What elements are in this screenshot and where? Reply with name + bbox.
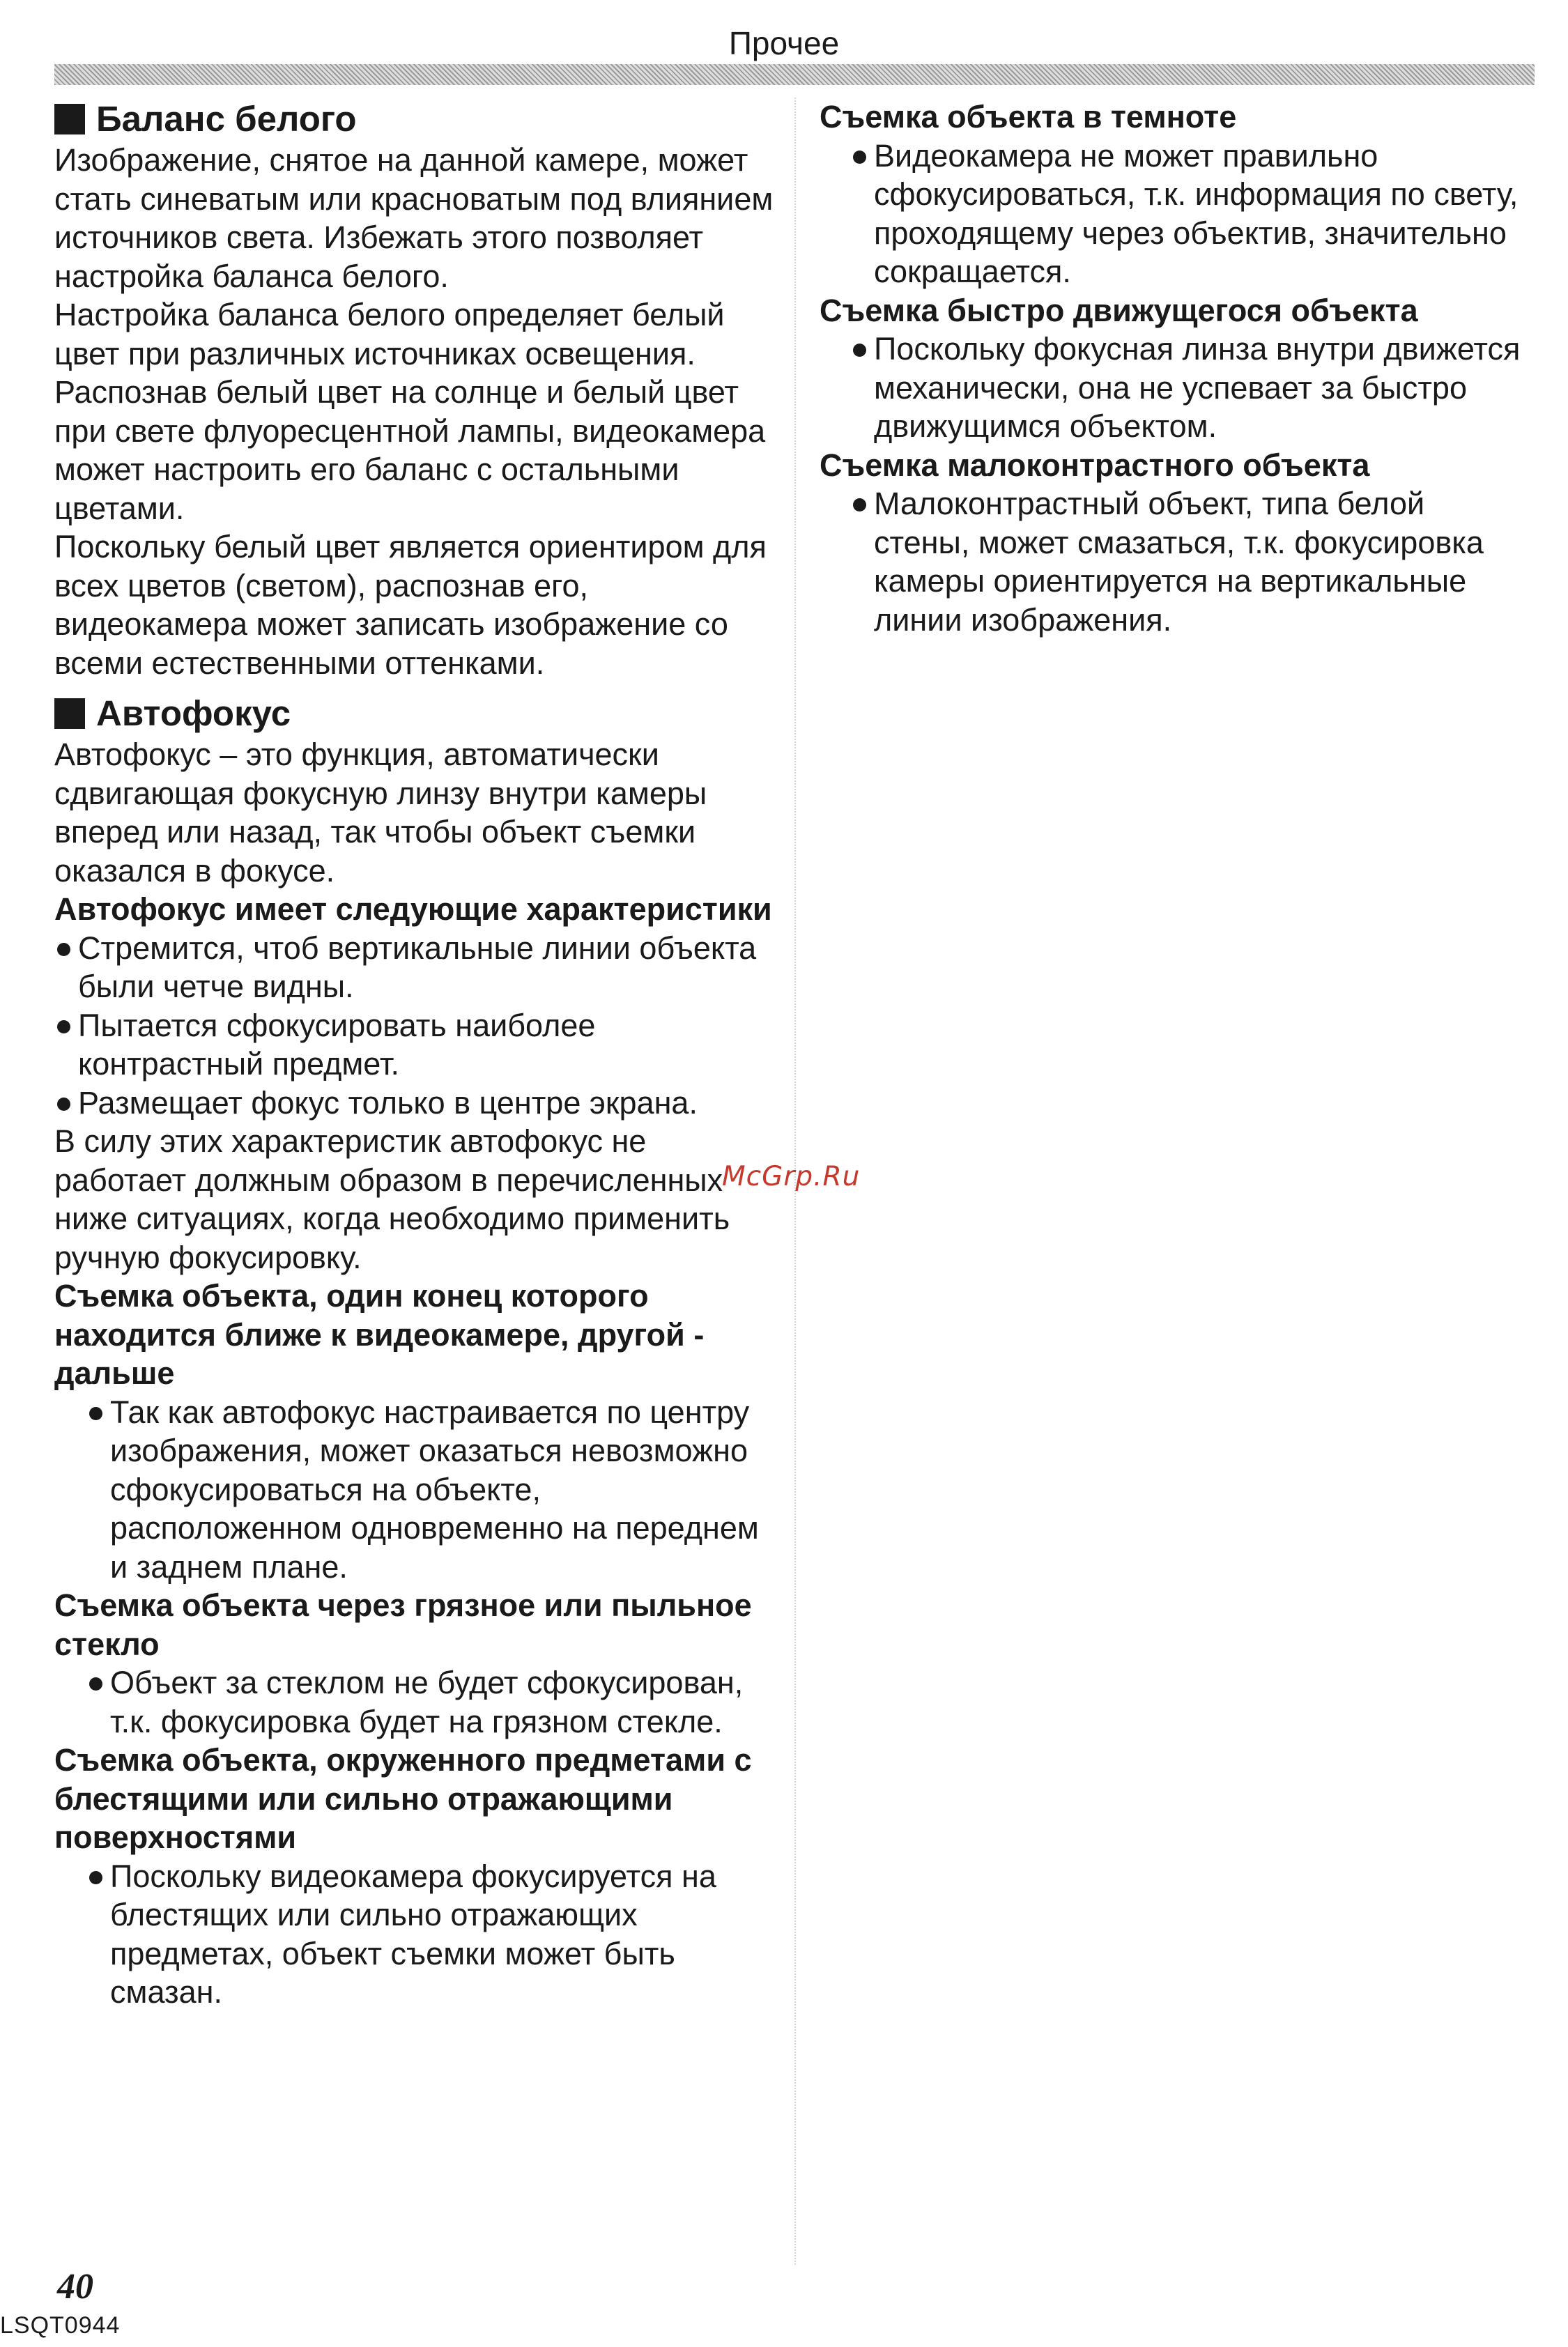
document-code: LSQT0944: [0, 2312, 121, 2339]
case-detail-list: [820, 484, 1523, 639]
watermark-text: McGrp.Ru: [722, 1161, 861, 1192]
case-detail-list: [54, 1393, 779, 1587]
list-item: Размещает фокус только в центре экрана.: [54, 1084, 779, 1123]
square-marker-icon: [54, 698, 85, 729]
white-balance-paragraph: Поскольку белый цвет является ориентиром для всех цветов (светом), распознав его, видеокамера может записать изображение со всеми естественными оттенками.: [54, 529, 767, 681]
case-title: Съемка объекта через грязное или пыльное стекло: [54, 1587, 752, 1662]
autofocus-features-list: [54, 929, 779, 1123]
section-heading-text: Баланс белого: [96, 99, 357, 139]
case-title: Съемка малоконтрастного объекта: [820, 447, 1370, 483]
case-title: Съемка объекта, окруженного предметами с блестящими или сильно отражающими поверхностями: [54, 1742, 752, 1855]
page-number: 40: [57, 2267, 93, 2307]
section-heading-white-balance: [54, 98, 779, 141]
right-column: [820, 98, 1523, 639]
section-heading-autofocus: [54, 692, 779, 735]
list-item: Поскольку фокусная линза внутри движется механически, она не успевает за быстро движущимся объектом.: [850, 330, 1523, 446]
list-item: Видеокамера не может правильно сфокусироваться, т.к. информация по свету, проходящему через объектив, значительно сокращается.: [850, 137, 1523, 291]
case-title: Съемка объекта, один конец которого находится ближе к видеокамере, другой - дальше: [54, 1278, 705, 1391]
list-item: Пытается сфокусировать наиболее контрастный предмет.: [54, 1006, 779, 1084]
list-item: Поскольку видеокамера фокусируется на блестящих или сильно отражающих предметах, объект съемки может быть смазан.: [86, 1857, 779, 2012]
autofocus-intro: Автофокус – это функция, автоматически сдвигающая фокусную линзу внутри камеры вперед или назад, так чтобы объект съемки оказался в фокусе.: [54, 737, 707, 888]
case-title: Съемка быстро движущегося объекта: [820, 292, 1418, 328]
left-column: [54, 98, 779, 2012]
list-item: Объект за стеклом не будет сфокусирован, т.к. фокусировка будет на грязном стекле.: [86, 1663, 779, 1741]
autofocus-limitation-text: В силу этих характеристик автофокус не работает должным образом в перечисленных ниже ситуациях, когда необходимо применить ручную фокусировку.: [54, 1123, 730, 1275]
page-header-title: Прочее: [728, 25, 840, 61]
square-marker-icon: [54, 104, 85, 134]
case-detail-list: [820, 137, 1523, 291]
header-band: [54, 64, 1535, 85]
autofocus-features-heading: Автофокус имеет следующие характеристики: [54, 891, 772, 927]
case-detail-list: [54, 1663, 779, 1741]
white-balance-paragraph: Настройка баланса белого определяет белый цвет при различных источниках освещения. Распознав белый цвет на солнце и белый цвет при свете флуоресцентной лампы, видеокамера может настроить его баланс с остальными цветами.: [54, 297, 766, 526]
case-detail-list: [820, 330, 1523, 446]
list-item: Малоконтрастный объект, типа белой стены, может смазаться, т.к. фокусировка камеры ориентируется на вертикальные линии изображения.: [850, 484, 1523, 639]
case-detail-list: [54, 1857, 779, 2012]
list-item: Стремится, чтоб вертикальные линии объекта были четче видны.: [54, 929, 779, 1006]
white-balance-paragraph: Изображение, снятое на данной камере, может стать синеватым или красноватым под влиянием источников света. Избежать этого позволяет настройка баланса белого.: [54, 142, 774, 294]
list-item: Так как автофокус настраивается по центру изображения, может оказаться невозможно сфокусироваться на объекте, расположенном одновременно на переднем и заднем плане.: [86, 1393, 779, 1587]
section-heading-text: Автофокус: [96, 693, 291, 733]
case-title: Съемка объекта в темноте: [820, 99, 1237, 134]
